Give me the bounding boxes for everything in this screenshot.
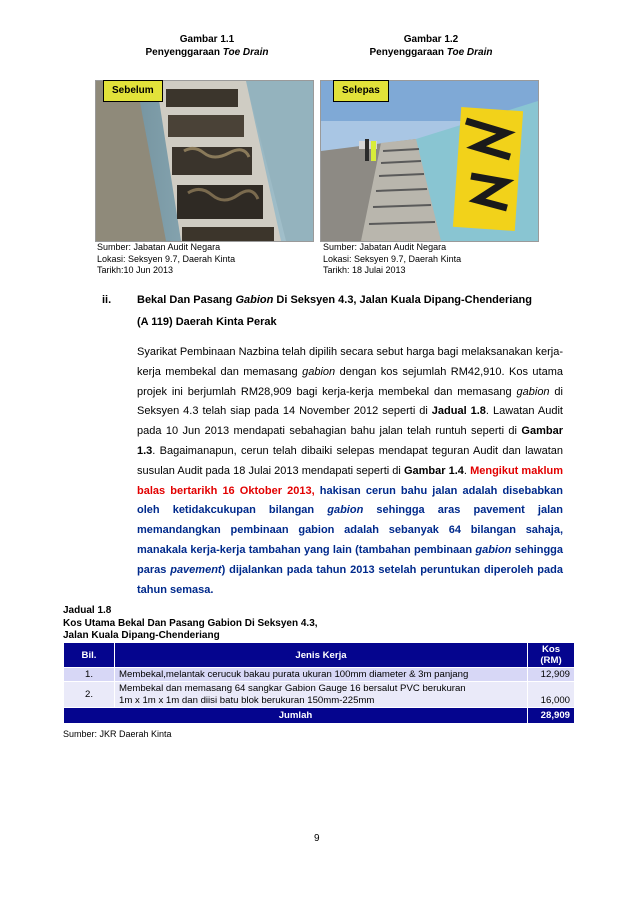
ref-gambar-1-4: Gambar 1.4 [403,464,464,477]
table-row [64,668,575,682]
figure-1-source [97,242,235,277]
cost-table [63,642,575,724]
before-tag: Sebelum [103,80,163,102]
row-2-kos: 16,000 [528,682,575,708]
body-paragraph: Syarikat Pembinaan Nazbina telah dipilih secara sebut harga bagi melaksanakan kerja-kerja membekal dan memasang gabion dengan kos sejumlah RM42,910. Kos utama projek ini berjumlah RM28,909 bagi kerja-kerja membekal dan memasang gabion di Seksyen 4.3 telah siap pada 14 November 2012 seperti di Jadual 1.8. Lawatan Audit pada 10 Jun 2013 mendapati sebahagian bahu jalan telah runtuh seperti di Gambar 1.3. Bagaimanapun, cerun telah dibaiki selepas mendapat teguran Audit dan lawatan susulan Audit pada 18 Julai 2013 mendapati seperti di Gambar 1.4. Mengikut maklum balas bertarikh 16 Oktober 2013, hakisan cerun bahu jalan adalah disebabkan oleh ketidakcukupan bilangan gabion sehingga aras pavement jalan memandangkan pembinaan gabion adalah sebanyak 64 bilangan sahaja, manakala kerja-kerja tambahan yang lain (tambahan pembinaan gabion sehingga paras pavement) dijalankan pada tahun 2013 setelah peruntukan diperoleh pada tahun semasa. [137,346,564,596]
row-2-jenis: Membekal dan memasang 64 sangkar Gabion Gauge 16 bersalut PVC berukuran 1m x 1m x 1m dan diisi batu blok berukuran 150mm-225mm [115,682,528,708]
table-title-line2: Jalan Kuala Dipang-Chenderiang [63,630,220,641]
figure-2-number: Gambar 1.2 [403,34,459,45]
header-bil: Bil. [64,643,115,668]
total-label: Jumlah [64,708,528,724]
table-source: Sumber: JKR Daerah Kinta [63,729,172,739]
figure-1-source-agency: Sumber: Jabatan Audit Negara [97,242,221,252]
figure-2-source [323,242,461,277]
table-title-line1: Kos Utama Bekal Dan Pasang Gabion Di Seksyen 4.3, [63,617,318,629]
figure-1-subtitle: Penyenggaraan Toe Drain [145,47,269,58]
ref-jadual-1-8: Jadual 1.8 [431,405,486,418]
feedback-text: hakisan cerun bahu jalan adalah disebabkan oleh ketidakcukupan bilangan gabion sehingga aras pavement jalan memandangkan pembinaan gabion adalah sebanyak 64 bilangan sahaja, manakala kerja-kerja tambahan yang lain (tambahan pembinaan gabion sehingga paras pavement) dijalankan pada tahun 2013 setelah peruntukan diperoleh pada tahun semasa. [137,484,563,596]
figure-2-title [336,33,526,59]
table-caption [63,605,318,643]
table-total-row [64,708,575,724]
section-heading-line1: Bekal Dan Pasang Gabion Di Seksyen 4.3, Jalan Kuala Dipang-Chenderiang [137,294,532,306]
feedback-date-text: Mengikut maklum balas bertarikh 16 Oktober 2013, [137,464,564,497]
after-tag: Selepas [333,80,389,102]
figure-1-title [112,33,302,59]
page-number: 9 [314,833,320,844]
figure-1-date: Tarikh:10 Jun 2013 [97,265,174,275]
figure-1-location: Lokasi: Seksyen 9.7, Daerah Kinta [97,253,236,264]
row-1-jenis: Membekal,melantak cerucuk bakau purata ukuran 100mm diameter & 3m panjang [115,668,528,682]
header-jenis-kerja: Jenis Kerja [115,643,528,668]
section-heading-line2: (A 119) Daerah Kinta Perak [137,316,277,328]
figure-2-location: Lokasi: Seksyen 9.7, Daerah Kinta [323,253,462,264]
drain-before-image [96,81,313,241]
figure-2-subtitle: Penyenggaraan Toe Drain [369,47,493,58]
total-value: 28,909 [528,708,575,724]
figure-2-source-agency: Sumber: Jabatan Audit Negara [323,242,447,252]
header-kos: Kos (RM) [528,643,575,668]
drain-after-image [321,81,538,241]
figure-1-photo [95,80,314,242]
figure-2-date: Tarikh: 18 Julai 2013 [323,265,406,275]
row-2-bil: 2. [64,682,115,708]
row-1-kos: 12,909 [528,668,575,682]
section-heading [137,289,567,333]
table-row [64,682,575,708]
table-number: Jadual 1.8 [63,605,112,616]
figure-2-photo [320,80,539,242]
row-1-bil: 1. [64,668,115,682]
ref-gambar-1-3: Gambar 1.3 [137,425,563,457]
section-number: ii. [102,294,112,306]
figure-1-number: Gambar 1.1 [179,34,235,45]
